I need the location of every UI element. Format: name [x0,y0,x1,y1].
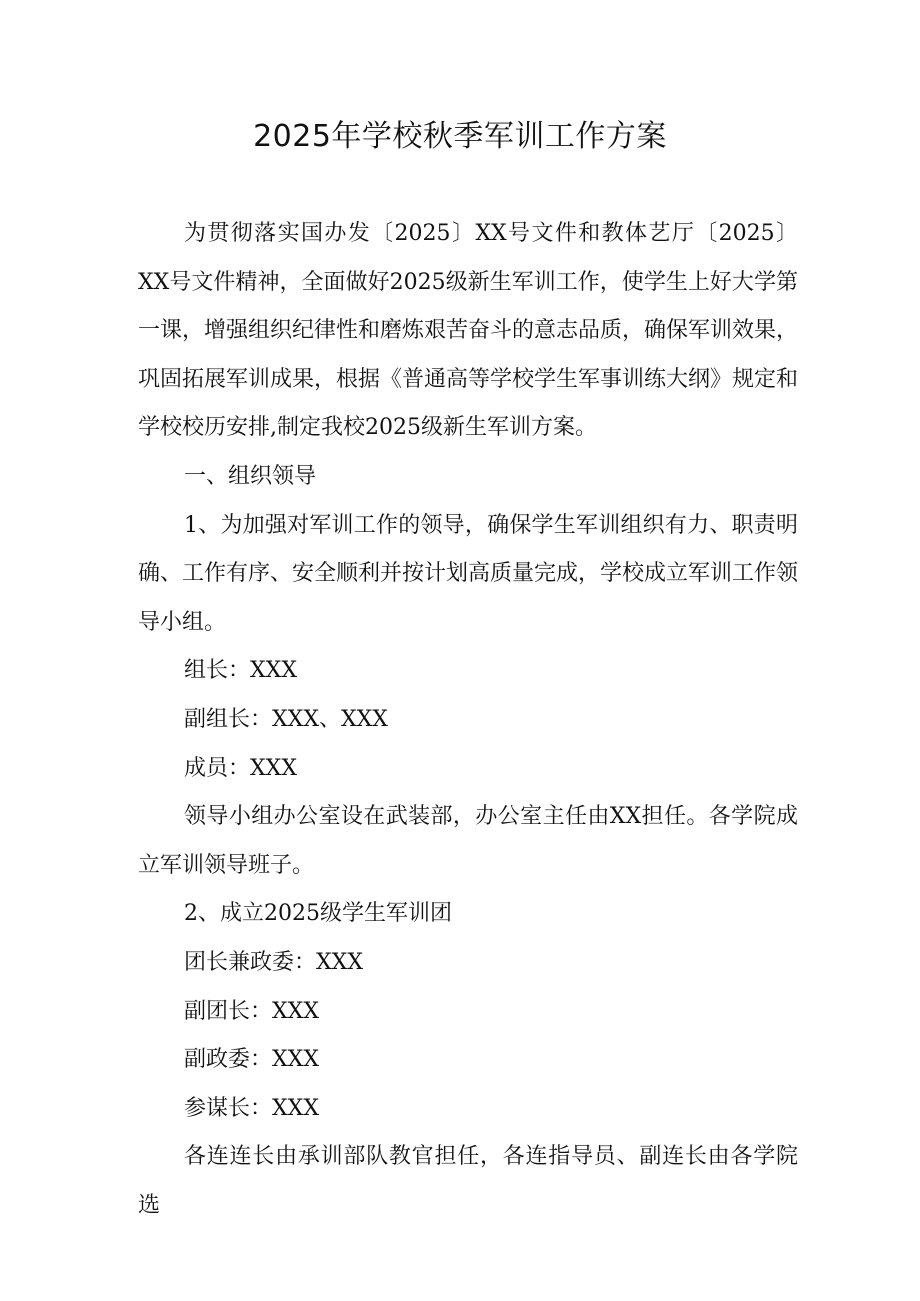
document-title: 2025年学校秋季军训工作方案 [253,119,667,154]
intro-paragraph: 为贯彻落实国办发〔2025〕XX号文件和教体艺厅〔2025〕XX号文件精神，全面做好2025级新生军训工作，使学生上好大学第一课，增强组织纪律性和磨炼艰苦奋斗的意志品质，确保军训效果，巩固拓展军训成果，根据《普通高等学校学生军事训练大纲》规定和学校校历安排,制定我校2025级新生军训方案。 [138,221,799,441]
group-leader-line: 组长：XXX [184,658,297,684]
document-body [138,210,798,1230]
deputy-commander-line: 副团长：XXX [184,998,319,1024]
members-line: 成员：XXX [184,755,297,781]
deputy-leader-line: 副组长：XXX、XXX [184,706,388,732]
training-regiment-heading: 2、成立2025级学生军训团 [184,901,452,927]
leadership-group-paragraph: 1、为加强对军训工作的领导，确保学生军训组织有力、职责明确、工作有序、安全顺利并按计划高质量完成，学校成立军训工作领导小组。 [138,512,799,635]
regiment-commander-line: 团长兼政委：XXX [184,949,363,975]
deputy-commissar-line: 副政委：XXX [184,1047,319,1073]
section-heading-organization: 一、组织领导 [184,463,317,489]
chief-of-staff-line: 参谋长：XXX [184,1095,319,1121]
office-paragraph: 领导小组办公室设在武装部，办公室主任由XX担任。各学院成立军训领导班子。 [138,804,798,878]
company-leaders-paragraph: 各连连长由承训部队教官担任，各连指导员、副连长由各学院选 [138,1144,798,1218]
